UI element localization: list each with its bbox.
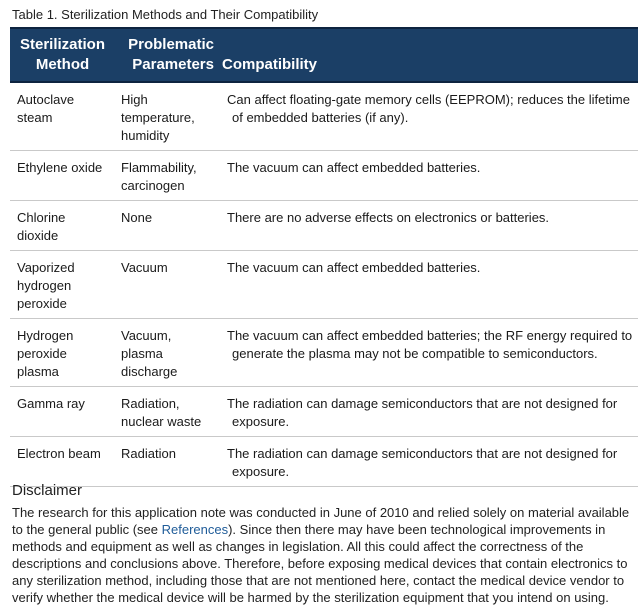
cell-method: Electron beam bbox=[10, 437, 113, 487]
cell-compatibility-text: The vacuum can affect embedded batteries; the RF energy required to generate the plasma may not be compatible to semiconductors. bbox=[227, 328, 633, 361]
table-caption: Table 1. Sterilization Methods and Their Compatibility bbox=[12, 7, 319, 22]
cell-compatibility-text: The vacuum can affect embedded batteries. bbox=[227, 260, 481, 275]
cell-method: Hydrogen peroxide plasma bbox=[10, 319, 113, 387]
cell-parameters: Radiation, nuclear waste bbox=[113, 387, 217, 437]
cell-compatibility-text: There are no adverse effects on electronics or batteries. bbox=[227, 210, 550, 225]
cell-method: Chlorine dioxide bbox=[10, 201, 113, 251]
table-row bbox=[10, 437, 638, 487]
cell-compatibility-text: The radiation can damage semiconductors that are not designed for exposure. bbox=[227, 396, 618, 429]
header-method: Sterilization Method bbox=[10, 28, 113, 82]
disclaimer-body bbox=[12, 504, 636, 606]
disclaimer-title: Disclaimer bbox=[12, 482, 83, 499]
cell-method: Gamma ray bbox=[10, 387, 113, 437]
cell-compatibility bbox=[217, 151, 638, 201]
cell-method: Vaporized hydrogen peroxide bbox=[10, 251, 113, 319]
table-row bbox=[10, 251, 638, 319]
cell-parameters: Flammability, carcinogen bbox=[113, 151, 217, 201]
references-link[interactable]: References bbox=[161, 522, 229, 537]
cell-method: Autoclave steam bbox=[10, 82, 113, 151]
cell-compatibility-text: Can affect floating-gate memory cells (EEPROM); reduces the lifetime of embedded batteries (if any). bbox=[227, 92, 630, 125]
table-row bbox=[10, 82, 638, 151]
cell-parameters: High temperature, humidity bbox=[113, 82, 217, 151]
cell-compatibility bbox=[217, 319, 638, 387]
table-header-row bbox=[10, 28, 638, 82]
cell-parameters: Radiation bbox=[113, 437, 217, 487]
disclaimer-text-before: The research for this application note was conducted in June of 2010 and relied solely on material available to the general public (see bbox=[12, 505, 630, 537]
sterilization-table-container bbox=[10, 27, 638, 487]
cell-parameters: Vacuum, plasma discharge bbox=[113, 319, 217, 387]
table-row bbox=[10, 387, 638, 437]
cell-compatibility bbox=[217, 387, 638, 437]
cell-compatibility bbox=[217, 201, 638, 251]
sterilization-table bbox=[10, 27, 638, 487]
cell-method: Ethylene oxide bbox=[10, 151, 113, 201]
cell-parameters: Vacuum bbox=[113, 251, 217, 319]
header-compatibility: Compatibility bbox=[217, 28, 638, 82]
table-row bbox=[10, 201, 638, 251]
cell-compatibility-text: The radiation can damage semiconductors that are not designed for exposure. bbox=[227, 446, 618, 479]
cell-compatibility bbox=[217, 82, 638, 151]
table-row bbox=[10, 319, 638, 387]
disclaimer-text-after: ). Since then there may have been technological improvements in methods and equipment as well as changes in legislation. All this could affect the correctness of the descriptions and conclusions above. Therefore, before exposing medical devices that contain electronics to any sterilization method, including those that are not mentioned here, contact the medical device vendor to verify whether the medical device will be harmed by the sterilization equipment that you intend on using. bbox=[12, 522, 628, 605]
cell-compatibility bbox=[217, 437, 638, 487]
cell-compatibility bbox=[217, 251, 638, 319]
cell-compatibility-text: The vacuum can affect embedded batteries. bbox=[227, 160, 481, 175]
header-parameters: Problematic Parameters bbox=[113, 28, 217, 82]
table-row bbox=[10, 151, 638, 201]
cell-parameters: None bbox=[113, 201, 217, 251]
